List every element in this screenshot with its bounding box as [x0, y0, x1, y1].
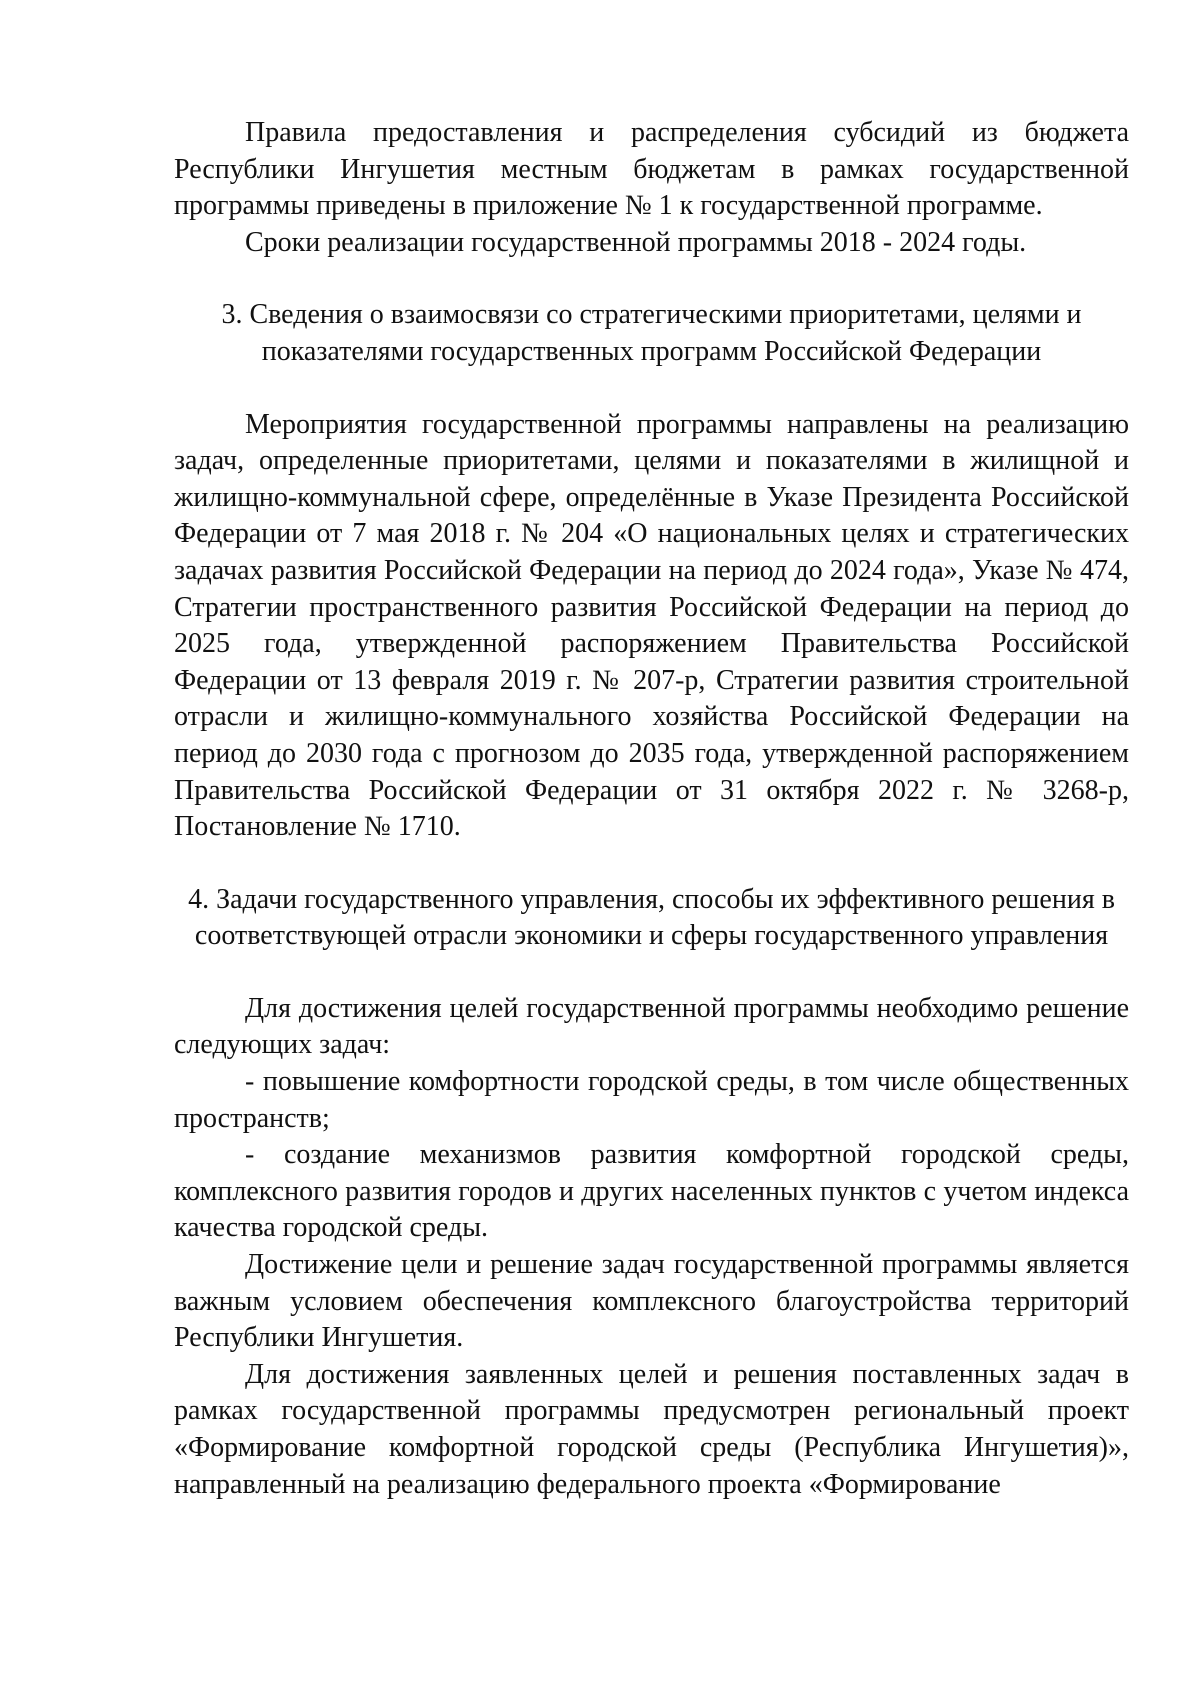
spacer: [174, 371, 1129, 407]
spacer: [174, 261, 1129, 297]
document-body: [174, 115, 1129, 1503]
section-4-heading: [174, 882, 1129, 955]
section-3-heading: [174, 297, 1129, 370]
section-4-heading-line-2: соответствующей отрасли экономики и сферы государственного управления: [194, 920, 1109, 952]
paragraph-regional-project: Для достижения заявленных целей и решения поставленных задач в рамках государственной программы предусмотрен региональный проект «Формирование комфортной городской среды (Республика Ингушетия)», направленный на реализацию федерального проекта «Формирование: [174, 1358, 1129, 1500]
paragraph-subsidy-rules: Правила предоставления и распределения субсидий из бюджета Республики Ингушетия местным бюджетам в рамках государственной программы приведены в приложение № 1 к государственной программе.: [174, 117, 1129, 222]
section-3-heading-line-2: показателями государственных программ Российской Федерации: [261, 335, 1042, 367]
section-4-heading-line-1: 4. Задачи государственного управления, способы их эффективного решения в: [188, 883, 1115, 915]
task-list-item: - создание механизмов развития комфортной городской среды, комплексного развития городов и других населенных пунктов с учетом индекса качества городской среды.: [174, 1139, 1129, 1244]
paragraph-goal: Достижение цели и решение задач государственной программы является важным условием обеспечения комплексного благоустройства территорий Республики Ингушетия.: [174, 1249, 1129, 1354]
paragraph-program-terms: Сроки реализации государственной программы 2018 - 2024 годы.: [245, 226, 1027, 258]
task-list-item: - повышение комфортности городской среды, в том числе общественных пространств;: [174, 1066, 1129, 1134]
section-3-heading-line-1: 3. Сведения о взаимосвязи со стратегическими приоритетами, целями и: [221, 299, 1082, 331]
section-4-intro: Для достижения целей государственной программы необходимо решение следующих задач:: [174, 992, 1129, 1061]
spacer: [174, 846, 1129, 882]
spacer: [174, 955, 1129, 991]
section-3-body: Мероприятия государственной программы направлены на реализацию задач, определенные приоритетами, целями и показателями в жилищной и жилищно-коммунальной сфере, определённые в Указе Президента Российской Федерации от 7 мая 2018 г. № 204 «О национальных целях и стратегических задачах развития Российской Федерации на период до 2024 года», Указе № 474, Стратегии пространственного развития Российской Федерации на период до 2025 года, утвержденной распоряжением Правительства Российской Федерации от 13 февраля 2019 г. № 207-р, Стратегии развития строительной отрасли и жилищно-коммунального хозяйства Российской Федерации на период до 2030 года с прогнозом до 2035 года, утвержденной распоряжением Правительства Российской Федерации от 31 октября 2022 г. № 3268-р, Постановление № 1710.: [174, 408, 1129, 843]
